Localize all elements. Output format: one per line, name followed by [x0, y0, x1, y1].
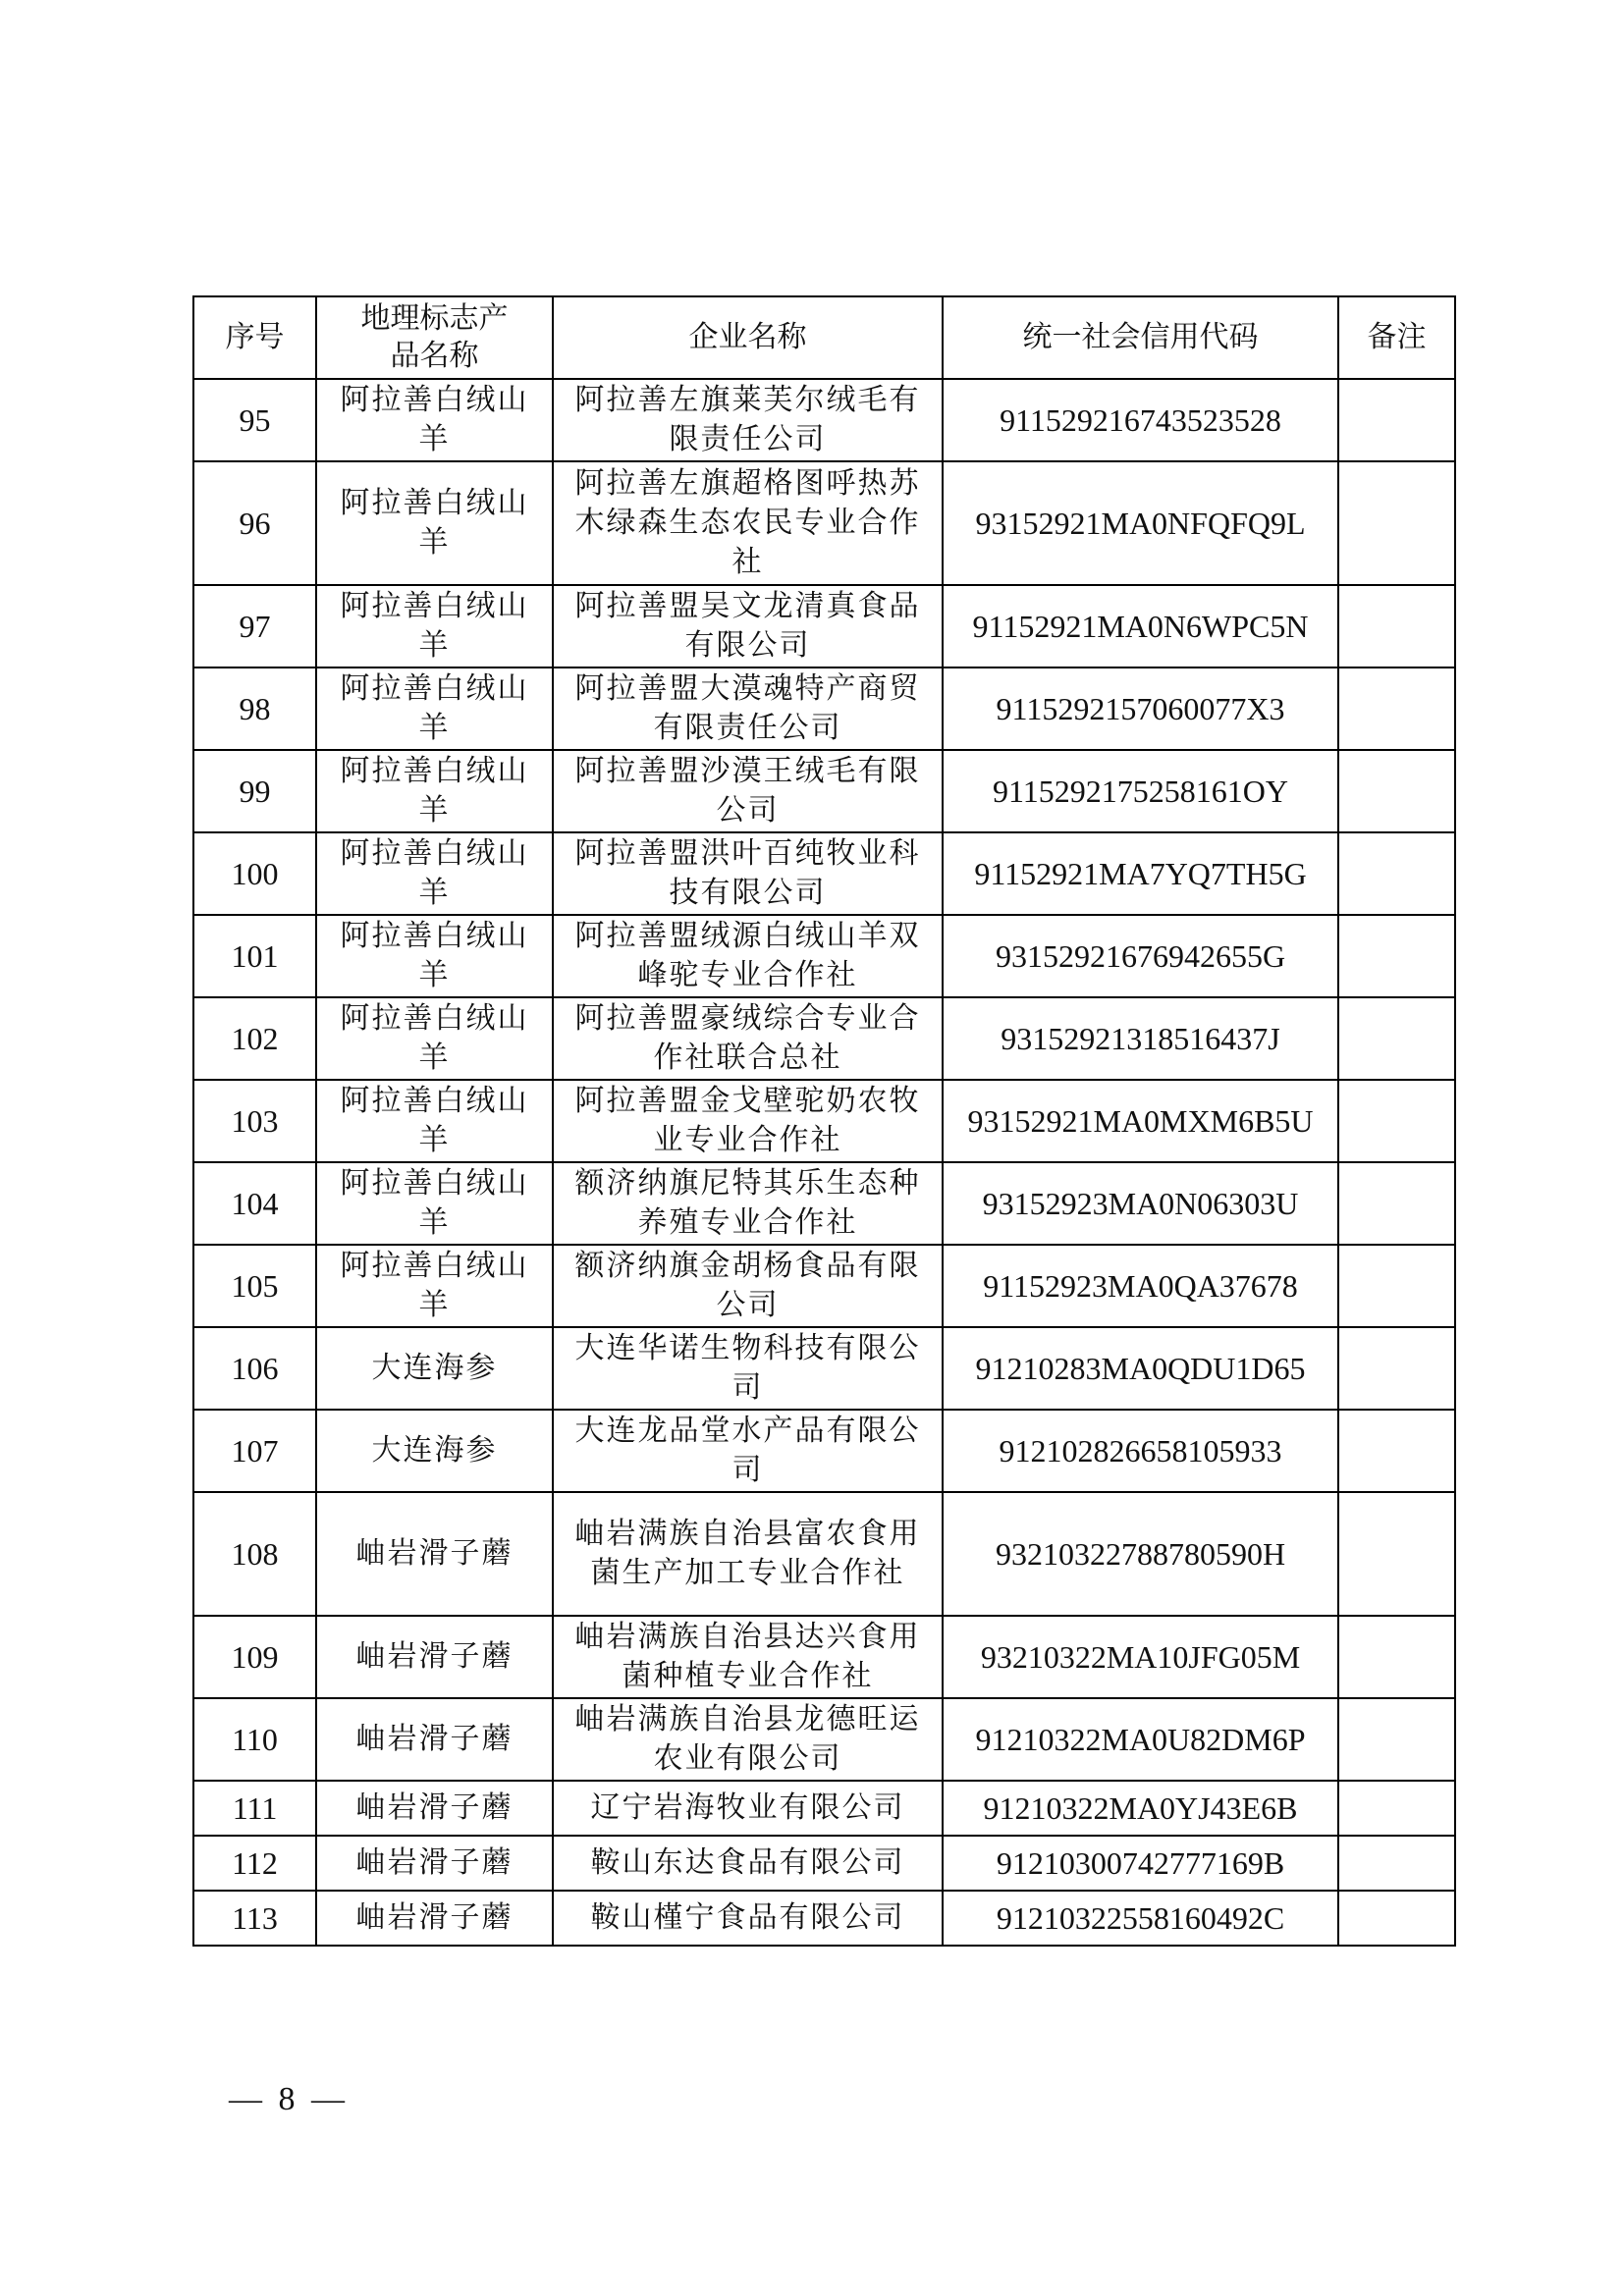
cell-remark — [1338, 750, 1455, 832]
cell-product: 阿拉善白绒山羊 — [316, 667, 553, 750]
cell-seq: 100 — [193, 832, 316, 915]
cell-company: 阿拉善左旗莱芙尔绒毛有限责任公司 — [553, 379, 943, 461]
cell-company: 额济纳旗尼特其乐生态种养殖专业合作社 — [553, 1162, 943, 1245]
cell-company: 额济纳旗金胡杨食品有限公司 — [553, 1245, 943, 1327]
cell-remark — [1338, 585, 1455, 667]
cell-code: 93210322788780590H — [943, 1492, 1338, 1616]
table-row — [193, 1891, 1455, 1946]
cell-remark — [1338, 1492, 1455, 1616]
table-row — [193, 1080, 1455, 1162]
table-row — [193, 1410, 1455, 1492]
cell-remark — [1338, 832, 1455, 915]
cell-code: 91210300742777169B — [943, 1836, 1338, 1891]
cell-seq: 98 — [193, 667, 316, 750]
header-company: 企业名称 — [553, 296, 943, 379]
table-row — [193, 1492, 1455, 1616]
cell-code: 91152921MA7YQ7TH5G — [943, 832, 1338, 915]
cell-company: 阿拉善盟大漠魂特产商贸有限责任公司 — [553, 667, 943, 750]
table-row — [193, 1836, 1455, 1891]
cell-seq: 96 — [193, 461, 316, 585]
cell-product: 岫岩滑子蘑 — [316, 1781, 553, 1836]
table-body — [193, 379, 1455, 1946]
cell-remark — [1338, 1245, 1455, 1327]
cell-code: 911529216743523528 — [943, 379, 1338, 461]
cell-remark — [1338, 997, 1455, 1080]
table-row — [193, 997, 1455, 1080]
cell-code: 93210322MA10JFG05M — [943, 1616, 1338, 1698]
cell-company: 鞍山槿宁食品有限公司 — [553, 1891, 943, 1946]
cell-code: 93152921318516437J — [943, 997, 1338, 1080]
table-row — [193, 832, 1455, 915]
cell-company: 阿拉善左旗超格图呼热苏木绿森生态农民专业合作社 — [553, 461, 943, 585]
table-row — [193, 667, 1455, 750]
cell-code: 91210322558160492C — [943, 1891, 1338, 1946]
cell-seq: 113 — [193, 1891, 316, 1946]
cell-seq: 110 — [193, 1698, 316, 1781]
cell-remark — [1338, 1891, 1455, 1946]
header-code: 统一社会信用代码 — [943, 296, 1338, 379]
cell-product: 阿拉善白绒山羊 — [316, 915, 553, 997]
cell-company: 阿拉善盟洪叶百纯牧业科技有限公司 — [553, 832, 943, 915]
cell-seq: 101 — [193, 915, 316, 997]
cell-seq: 111 — [193, 1781, 316, 1836]
cell-company: 阿拉善盟绒源白绒山羊双峰驼专业合作社 — [553, 915, 943, 997]
cell-remark — [1338, 667, 1455, 750]
cell-code: 93152921MA0MXM6B5U — [943, 1080, 1338, 1162]
cell-product: 阿拉善白绒山羊 — [316, 1080, 553, 1162]
cell-company: 岫岩满族自治县富农食用菌生产加工专业合作社 — [553, 1492, 943, 1616]
cell-remark — [1338, 1080, 1455, 1162]
cell-seq: 97 — [193, 585, 316, 667]
cell-code: 93152921MA0NFQFQ9L — [943, 461, 1338, 585]
cell-company: 阿拉善盟沙漠王绒毛有限公司 — [553, 750, 943, 832]
page-number: — 8 — — [229, 2081, 349, 2117]
cell-company: 大连华诺生物科技有限公司 — [553, 1327, 943, 1410]
cell-company: 大连龙品堂水产品有限公司 — [553, 1410, 943, 1492]
cell-remark — [1338, 379, 1455, 461]
cell-seq: 112 — [193, 1836, 316, 1891]
cell-code: 91210322MA0U82DM6P — [943, 1698, 1338, 1781]
table-header-row — [193, 296, 1455, 379]
cell-product: 阿拉善白绒山羊 — [316, 750, 553, 832]
cell-seq: 103 — [193, 1080, 316, 1162]
cell-code: 91152921MA0N6WPC5N — [943, 585, 1338, 667]
cell-code: 93152921676942655G — [943, 915, 1338, 997]
cell-product: 阿拉善白绒山羊 — [316, 461, 553, 585]
cell-seq: 95 — [193, 379, 316, 461]
cell-remark — [1338, 1836, 1455, 1891]
cell-product: 阿拉善白绒山羊 — [316, 379, 553, 461]
cell-company: 阿拉善盟金戈壁驼奶农牧业专业合作社 — [553, 1080, 943, 1162]
cell-company: 辽宁岩海牧业有限公司 — [553, 1781, 943, 1836]
cell-product: 岫岩滑子蘑 — [316, 1492, 553, 1616]
cell-product: 大连海参 — [316, 1410, 553, 1492]
cell-remark — [1338, 1162, 1455, 1245]
table-row — [193, 585, 1455, 667]
cell-code: 912102826658105933 — [943, 1410, 1338, 1492]
cell-product: 岫岩滑子蘑 — [316, 1891, 553, 1946]
table-row — [193, 461, 1455, 585]
cell-code: 9115292175258161OY — [943, 750, 1338, 832]
data-table — [192, 295, 1456, 1947]
cell-code: 9115292157060077X3 — [943, 667, 1338, 750]
cell-remark — [1338, 1698, 1455, 1781]
table-row — [193, 750, 1455, 832]
cell-code: 91152923MA0QA37678 — [943, 1245, 1338, 1327]
cell-code: 91210322MA0YJ43E6B — [943, 1781, 1338, 1836]
cell-remark — [1338, 1410, 1455, 1492]
cell-seq: 104 — [193, 1162, 316, 1245]
cell-seq: 107 — [193, 1410, 316, 1492]
cell-product: 岫岩滑子蘑 — [316, 1698, 553, 1781]
cell-company: 阿拉善盟吴文龙清真食品有限公司 — [553, 585, 943, 667]
header-seq: 序号 — [193, 296, 316, 379]
cell-remark — [1338, 915, 1455, 997]
header-remark: 备注 — [1338, 296, 1455, 379]
header-product: 地理标志产品名称 — [316, 296, 553, 379]
table-row — [193, 1698, 1455, 1781]
cell-remark — [1338, 1616, 1455, 1698]
cell-product: 岫岩滑子蘑 — [316, 1616, 553, 1698]
table-row — [193, 1616, 1455, 1698]
cell-company: 阿拉善盟豪绒综合专业合作社联合总社 — [553, 997, 943, 1080]
cell-product: 阿拉善白绒山羊 — [316, 832, 553, 915]
table-row — [193, 1781, 1455, 1836]
cell-seq: 99 — [193, 750, 316, 832]
cell-code: 93152923MA0N06303U — [943, 1162, 1338, 1245]
table-row — [193, 379, 1455, 461]
cell-product: 岫岩滑子蘑 — [316, 1836, 553, 1891]
cell-product: 阿拉善白绒山羊 — [316, 1162, 553, 1245]
cell-company: 岫岩满族自治县达兴食用菌种植专业合作社 — [553, 1616, 943, 1698]
cell-seq: 105 — [193, 1245, 316, 1327]
cell-company: 鞍山东达食品有限公司 — [553, 1836, 943, 1891]
cell-seq: 109 — [193, 1616, 316, 1698]
cell-company: 岫岩满族自治县龙德旺运农业有限公司 — [553, 1698, 943, 1781]
cell-remark — [1338, 1327, 1455, 1410]
cell-code: 91210283MA0QDU1D65 — [943, 1327, 1338, 1410]
cell-product: 阿拉善白绒山羊 — [316, 1245, 553, 1327]
cell-seq: 102 — [193, 997, 316, 1080]
table-row — [193, 1245, 1455, 1327]
cell-seq: 108 — [193, 1492, 316, 1616]
cell-product: 阿拉善白绒山羊 — [316, 997, 553, 1080]
table-row — [193, 1162, 1455, 1245]
cell-product: 阿拉善白绒山羊 — [316, 585, 553, 667]
cell-seq: 106 — [193, 1327, 316, 1410]
cell-product: 大连海参 — [316, 1327, 553, 1410]
cell-remark — [1338, 1781, 1455, 1836]
table-row — [193, 915, 1455, 997]
cell-remark — [1338, 461, 1455, 585]
table-row — [193, 1327, 1455, 1410]
